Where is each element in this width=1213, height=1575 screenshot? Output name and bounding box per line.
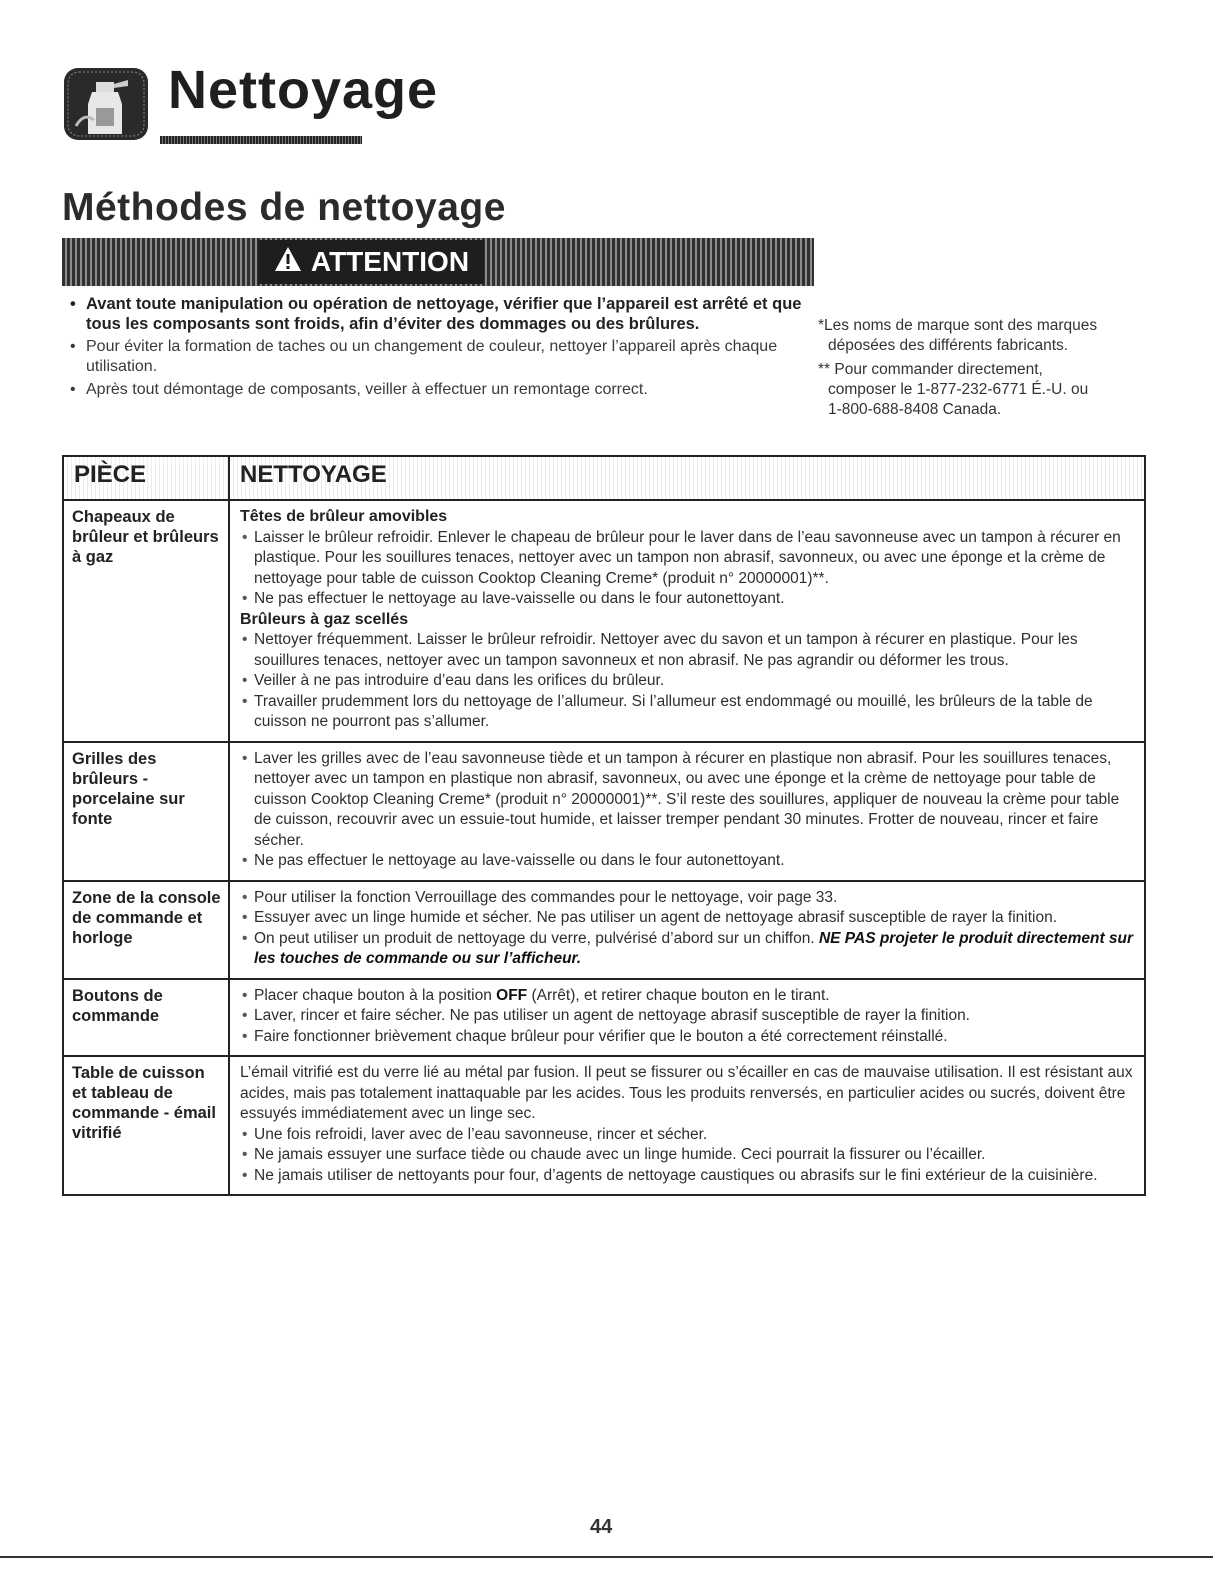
warning-item: • Avant toute manipulation ou opération de nettoyage, vérifier que l’appareil est arrêté et que tous les composants sont froids, afin d’éviter des dommages ou des brûlures. [66, 294, 810, 334]
row-cleaning [229, 500, 1145, 742]
order-note-phone-us: composer le 1-877-232-6771 É.-U. ou [828, 381, 1089, 398]
list-item: • Laisser le brûleur refroidir. Enlever le chapeau de brûleur pour le laver dans de l’eau savonneuse avec un tampon à récurer en plastique. Pour les souillures tenaces, nettoyer avec un tampon non abrasif, savonneux, ou avec une éponge et la crème de nettoyage pour table de cuisson Cooktop Cleaning Creme* (produit n° 20000001)**. [240, 528, 1136, 590]
row-piece: Table de cuisson et tableau de commande - émail vitrifié [63, 1056, 229, 1195]
warning-list [66, 294, 810, 403]
list-item: • Travailler prudemment lors du nettoyage de l’allumeur. Si l’allumeur est endommagé ou mouillé, les brûleurs de la table de cuisson ne pourront pas s’allumer. [240, 692, 1136, 733]
list-item [240, 986, 1136, 1007]
row-intro: L’émail vitrifié est du verre lié au métal par fusion. Il peut se fissurer ou s’écailler en cas de mauvaise utilisation. Il est résistant aux acides, mais pas totalement inattaquable par les acides. Tous les produits renversés, en particulier acides ou sucrés, doivent être essuyés immédiatement avec un linge sec. [240, 1064, 1133, 1122]
table-row [63, 742, 1145, 881]
row-cleaning [229, 742, 1145, 881]
list-item: • Essuyer avec un linge humide et sécher. Ne pas utiliser un agent de nettoyage abrasif susceptible de rayer la finition. [240, 908, 1136, 929]
row-subheading: Brûleurs à gaz scellés [240, 610, 409, 628]
list-item: • Ne pas effectuer le nettoyage au lave-vaisselle ou dans le four autonettoyant. [240, 851, 1136, 872]
list-item: • Laver, rincer et faire sécher. Ne pas utiliser un agent de nettoyage abrasif susceptible de rayer la finition. [240, 1006, 1136, 1027]
cleaning-table [62, 455, 1146, 1196]
warning-triangle-icon [273, 245, 303, 280]
row-piece: Zone de la console de commande et horloge [63, 881, 229, 979]
page-number: 44 [590, 1516, 613, 1538]
row-cleaning [229, 979, 1145, 1057]
list-item: • Faire fonctionner brièvement chaque brûleur pour vérifier que le bouton a été correctement réinstallé. [240, 1027, 1136, 1048]
list-item-text: Placer chaque bouton à la position [254, 986, 492, 1004]
list-item: • Pour utiliser la fonction Verrouillage des commandes pour le nettoyage, voir page 33. [240, 888, 1136, 909]
warning-label-text: ATTENTION [310, 246, 470, 277]
warning-item: • Après tout démontage de composants, veiller à effectuer un remontage correct. [66, 380, 810, 400]
footnotes [818, 316, 1158, 424]
list-item: • Nettoyer fréquemment. Laisser le brûleur refroidir. Nettoyer avec du savon et un tampon à récurer en plastique. Pour les souillures tenaces, nettoyer avec un tampon savonneux et non abrasif. Ne pas agrandir ou déformer les trous. [240, 630, 1136, 671]
row-cleaning [229, 881, 1145, 979]
list-item: • Ne jamais utiliser de nettoyants pour four, d’agents de nettoyage caustiques ou abrasifs sur le fini extérieur de la cuisinière. [240, 1166, 1136, 1187]
warning-label [258, 240, 484, 284]
column-header-piece: PIÈCE [63, 456, 229, 500]
list-item: • Laver les grilles avec de l’eau savonneuse tiède et un tampon à récurer en plastique non abrasif. Pour les souillures tenaces, nettoyer avec un tampon en plastique non abrasif, savonneux, ou avec une éponge et la crème de nettoyage pour table de cuisson Cooktop Cleaning Creme* (produit n° 20000001)**. S’il reste des souillures, appliquer de nouveau la crème pour table de cuisson, recouvrir avec un essuie-tout humide, et laisser tremper pendant 30 minutes. Frotter de nouveau, rincer et faire sécher. [240, 749, 1136, 852]
bottom-rule [0, 1556, 1213, 1558]
row-cleaning [229, 1056, 1145, 1195]
page-title: Méthodes de nettoyage [62, 186, 506, 229]
trademark-note: *Les noms de marque sont des marques [818, 317, 1098, 334]
list-item-text: On peut utiliser un produit de nettoyage du verre, pulvérisé d’abord sur un chiffon. [254, 929, 815, 947]
column-header-nettoyage: NETTOYAGE [229, 456, 1145, 500]
row-piece: Grilles des brûleurs - porcelaine sur fonte [63, 742, 229, 881]
row-subheading: Têtes de brûleur amovibles [240, 508, 448, 525]
row-piece: Chapeaux de brûleur et brûleurs à gaz [63, 500, 229, 742]
table-row [63, 1056, 1145, 1195]
header-underline [160, 136, 362, 144]
list-item: • Ne pas effectuer le nettoyage au lave-vaisselle ou dans le four autonettoyant. [240, 589, 1136, 610]
list-item: • Ne jamais essuyer une surface tiède ou chaude avec un linge humide. Ceci pourrait la fissurer ou l’écailler. [240, 1145, 1136, 1166]
cleaning-spray-icon [62, 66, 150, 142]
trademark-note-cont: déposées des différents fabricants. [828, 337, 1069, 354]
table-row [63, 500, 1145, 742]
table-row [63, 881, 1145, 979]
list-item: • Une fois refroidi, laver avec de l’eau savonneuse, rincer et sécher. [240, 1125, 1136, 1146]
order-note: ** Pour commander directement, [818, 361, 1043, 378]
order-note-phone-ca: 1-800-688-8408 Canada. [828, 401, 1002, 418]
emphasis-warning: NE PAS projeter le produit directement sur les touches de commande ou sur l’afficheur. [254, 929, 1134, 967]
row-piece: Boutons de commande [63, 979, 229, 1057]
table-row [63, 979, 1145, 1057]
section-header-title: Nettoyage [168, 60, 439, 120]
warning-item: • Pour éviter la formation de taches ou un changement de couleur, nettoyer l’appareil après chaque utilisation. [66, 337, 810, 377]
list-item-text: (Arrêt), et retirer chaque bouton en le tirant. [531, 986, 830, 1004]
list-item [240, 929, 1136, 970]
off-label: OFF [496, 986, 528, 1004]
list-item: • Veiller à ne pas introduire d’eau dans les orifices du brûleur. [240, 671, 1136, 692]
